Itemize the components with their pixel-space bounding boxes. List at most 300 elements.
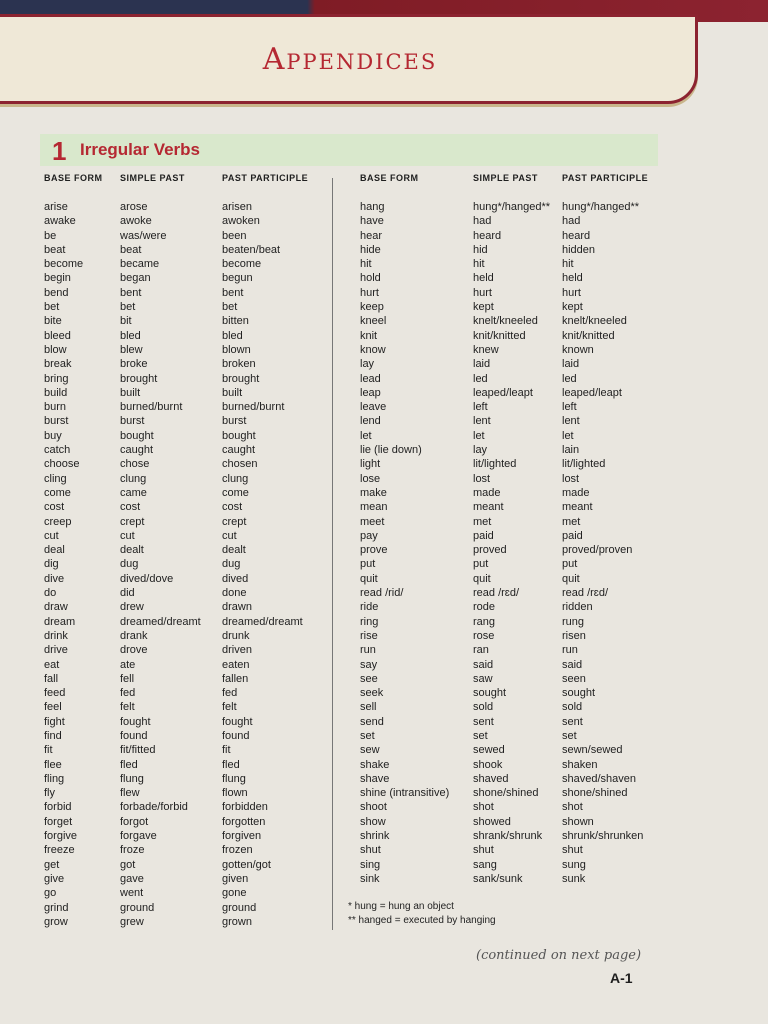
table-cell: begun bbox=[222, 272, 253, 285]
table-cell: broke bbox=[120, 358, 148, 371]
table-cell: burst bbox=[222, 415, 247, 428]
table-cell: shut bbox=[473, 844, 494, 857]
table-cell: build bbox=[44, 386, 68, 399]
column-header: SIMPLE PAST bbox=[473, 173, 538, 183]
table-cell: lead bbox=[360, 372, 381, 385]
table-cell: bit bbox=[120, 315, 132, 328]
table-cell: feed bbox=[44, 687, 66, 700]
table-cell: run bbox=[562, 644, 578, 657]
table-cell: come bbox=[222, 486, 249, 499]
table-cell: shone/shined bbox=[562, 787, 628, 800]
table-cell: gone bbox=[222, 887, 247, 900]
table-cell: dreamed/dreamt bbox=[222, 615, 303, 628]
table-cell: cost bbox=[120, 501, 141, 514]
table-cell: meant bbox=[562, 501, 593, 514]
table-cell: see bbox=[360, 672, 378, 685]
table-cell: ring bbox=[360, 615, 379, 628]
table-cell: fallen bbox=[222, 672, 249, 685]
table-cell: clung bbox=[120, 472, 147, 485]
table-cell: let bbox=[562, 429, 574, 442]
table-cell: run bbox=[360, 644, 376, 657]
table-cell: begin bbox=[44, 272, 71, 285]
table-cell: left bbox=[473, 401, 488, 414]
table-cell: driven bbox=[222, 644, 252, 657]
table-cell: dug bbox=[120, 558, 139, 571]
table-cell: send bbox=[360, 715, 384, 728]
table-cell: laid bbox=[473, 358, 491, 371]
table-cell: done bbox=[222, 587, 247, 600]
table-cell: beaten/beat bbox=[222, 243, 281, 256]
table-cell: fight bbox=[44, 715, 65, 728]
table-cell: clung bbox=[222, 472, 249, 485]
table-cell: met bbox=[473, 515, 492, 528]
table-cell: grow bbox=[44, 915, 68, 928]
table-cell: dream bbox=[44, 615, 76, 628]
table-cell: freeze bbox=[44, 844, 75, 857]
table-cell: knit bbox=[360, 329, 378, 342]
table-cell: put bbox=[562, 558, 578, 571]
table-cell: fought bbox=[222, 715, 253, 728]
table-cell: rode bbox=[473, 601, 496, 614]
table-cell: keep bbox=[360, 301, 384, 314]
table-cell: led bbox=[562, 372, 577, 385]
table-cell: risen bbox=[562, 629, 586, 642]
table-cell: lay bbox=[360, 358, 375, 371]
table-cell: saw bbox=[473, 672, 493, 685]
table-cell: forbid bbox=[44, 801, 72, 814]
table-cell: fled bbox=[120, 758, 138, 771]
table-cell: hurt bbox=[473, 286, 492, 299]
page-title: Appendices bbox=[262, 42, 438, 77]
column-divider bbox=[332, 178, 333, 930]
table-cell: found bbox=[222, 729, 250, 742]
table-cell: feel bbox=[44, 701, 62, 714]
table-cell: drink bbox=[44, 629, 68, 642]
footnote-hanged: ** hanged = executed by hanging bbox=[348, 915, 496, 926]
table-cell: become bbox=[222, 258, 262, 271]
table-cell: led bbox=[473, 372, 488, 385]
table-cell: set bbox=[360, 729, 375, 742]
table-cell: dreamed/dreamt bbox=[120, 615, 201, 628]
table-cell: arose bbox=[120, 201, 148, 213]
table-cell: rose bbox=[473, 629, 495, 642]
table-cell: ground bbox=[120, 901, 155, 914]
table-cell: ridden bbox=[562, 601, 593, 614]
table-cell: held bbox=[562, 272, 583, 285]
table-cell: deal bbox=[44, 544, 65, 557]
table-cell: forgave bbox=[120, 830, 157, 843]
table-cell: flung bbox=[120, 772, 144, 785]
table-cell: sell bbox=[360, 701, 377, 714]
table-cell: known bbox=[562, 343, 594, 356]
table-cell: awoken bbox=[222, 215, 260, 228]
table-cell: fled bbox=[222, 758, 240, 771]
table-cell: fed bbox=[120, 687, 136, 700]
table-cell: had bbox=[562, 215, 581, 228]
table-cell: fit bbox=[44, 744, 53, 757]
table-cell: sink bbox=[360, 872, 380, 885]
table-cell: become bbox=[44, 258, 84, 271]
table-cell: have bbox=[360, 215, 384, 228]
table-cell: sew bbox=[360, 744, 380, 757]
table-cell: said bbox=[562, 658, 583, 671]
table-cell: fall bbox=[44, 672, 59, 685]
table-cell: awoke bbox=[120, 215, 152, 228]
table-cell: went bbox=[120, 887, 144, 900]
table-cell: chose bbox=[120, 458, 150, 471]
table-cell: ate bbox=[120, 658, 136, 671]
table-cell: sent bbox=[473, 715, 494, 728]
table-cell: bet bbox=[120, 301, 136, 314]
table-cell: pay bbox=[360, 529, 378, 542]
table-cell: became bbox=[120, 258, 160, 271]
table-cell: shone/shined bbox=[473, 787, 539, 800]
table-cell: hold bbox=[360, 272, 381, 285]
table-cell: shook bbox=[473, 758, 503, 771]
table-cell: lost bbox=[562, 472, 580, 485]
table-cell: know bbox=[360, 343, 386, 356]
table-cell: show bbox=[360, 815, 386, 828]
table-cell: ground bbox=[222, 901, 257, 914]
table-cell: lit/lighted bbox=[562, 458, 606, 471]
table-cell: let bbox=[473, 429, 485, 442]
table-cell: put bbox=[360, 558, 376, 571]
table-cell: built bbox=[120, 386, 141, 399]
column-header: BASE FORM bbox=[360, 173, 419, 183]
table-cell: blown bbox=[222, 343, 251, 356]
table-cell: hit bbox=[473, 258, 485, 271]
table-cell: drank bbox=[120, 629, 148, 642]
table-cell: grown bbox=[222, 915, 252, 928]
table-cell: given bbox=[222, 872, 249, 885]
table-cell: light bbox=[360, 458, 381, 471]
table-cell: grew bbox=[120, 915, 144, 928]
table-cell: cut bbox=[222, 529, 237, 542]
table-cell: shrunk/shrunken bbox=[562, 830, 644, 843]
table-cell: made bbox=[562, 486, 590, 499]
table-cell: rang bbox=[473, 615, 496, 628]
table-cell: forbidden bbox=[222, 801, 268, 814]
table-cell: gave bbox=[120, 872, 144, 885]
table-cell: hang bbox=[360, 201, 385, 213]
table-cell: ride bbox=[360, 601, 379, 614]
table-cell: hid bbox=[473, 243, 488, 256]
table-cell: hit bbox=[562, 258, 574, 271]
table-cell: cut bbox=[120, 529, 135, 542]
table-cell: bought bbox=[120, 429, 154, 442]
table-cell: rise bbox=[360, 629, 378, 642]
table-cell: shave bbox=[360, 772, 390, 785]
table-cell: knelt/kneeled bbox=[473, 315, 538, 328]
table-cell: shake bbox=[360, 758, 390, 771]
table-cell: quit bbox=[360, 572, 378, 585]
table-cell: flung bbox=[222, 772, 246, 785]
table-cell: bet bbox=[44, 301, 60, 314]
table-cell: dived/dove bbox=[120, 572, 174, 585]
table-cell: bought bbox=[222, 429, 256, 442]
table-cell: bled bbox=[120, 329, 141, 342]
table-cell: fought bbox=[120, 715, 151, 728]
table-cell: brought bbox=[222, 372, 260, 385]
table-cell: bite bbox=[44, 315, 62, 328]
table-cell: burst bbox=[120, 415, 145, 428]
table-cell: quit bbox=[473, 572, 491, 585]
table-cell: leap bbox=[360, 386, 381, 399]
table-cell: found bbox=[120, 729, 148, 742]
table-cell: set bbox=[562, 729, 577, 742]
table-cell: cost bbox=[44, 501, 65, 514]
table-cell: heard bbox=[473, 229, 502, 242]
table-cell: bled bbox=[222, 329, 243, 342]
table-cell: shut bbox=[562, 844, 583, 857]
table-cell: felt bbox=[120, 701, 135, 714]
table-cell: sold bbox=[562, 701, 583, 714]
table-cell: arise bbox=[44, 201, 68, 213]
table-cell: drove bbox=[120, 644, 148, 657]
table-cell: sing bbox=[360, 858, 381, 871]
table-cell: ran bbox=[473, 644, 489, 657]
column-header: PAST PARTICIPLE bbox=[562, 173, 649, 183]
table-cell: frozen bbox=[222, 844, 253, 857]
table-cell: forbade/forbid bbox=[120, 801, 188, 814]
table-cell: knew bbox=[473, 343, 499, 356]
table-cell: laid bbox=[562, 358, 580, 371]
table-cell: broken bbox=[222, 358, 256, 371]
table-cell: lit/lighted bbox=[473, 458, 517, 471]
table-cell: sewn/sewed bbox=[562, 744, 623, 757]
table-cell: crept bbox=[120, 515, 145, 528]
table-cell: paid bbox=[473, 529, 494, 542]
table-cell: dealt bbox=[120, 544, 144, 557]
table-cell: dived bbox=[222, 572, 249, 585]
table-cell: hung*/hanged** bbox=[473, 201, 551, 213]
column-header: BASE FORM bbox=[44, 173, 103, 183]
table-cell: fell bbox=[120, 672, 135, 685]
table-cell: seen bbox=[562, 672, 586, 685]
table-cell: grind bbox=[44, 901, 69, 914]
table-cell: kept bbox=[473, 301, 494, 314]
right-past-participle-column bbox=[562, 172, 648, 886]
table-cell: hear bbox=[360, 229, 383, 242]
table-cell: leaped/leapt bbox=[473, 386, 533, 399]
table-cell: get bbox=[44, 858, 60, 871]
table-cell: read /rid/ bbox=[360, 587, 404, 600]
table-cell: shot bbox=[473, 801, 494, 814]
table-cell: forgive bbox=[44, 830, 78, 843]
table-cell: drive bbox=[44, 644, 68, 657]
table-cell: was/were bbox=[120, 229, 167, 242]
table-cell: caught bbox=[222, 444, 256, 457]
table-cell: beat bbox=[120, 243, 142, 256]
table-cell: bring bbox=[44, 372, 69, 385]
table-cell: proved bbox=[473, 544, 507, 557]
table-cell: burn bbox=[44, 401, 67, 414]
table-cell: come bbox=[44, 486, 71, 499]
table-cell: let bbox=[360, 429, 372, 442]
left-base-form-column bbox=[44, 172, 103, 929]
table-cell: hide bbox=[360, 243, 381, 256]
table-cell: bent bbox=[222, 286, 244, 299]
table-cell: sang bbox=[473, 858, 497, 871]
table-cell: made bbox=[473, 486, 501, 499]
table-cell: dive bbox=[44, 572, 65, 585]
table-cell: kept bbox=[562, 301, 583, 314]
table-cell: caught bbox=[120, 444, 154, 457]
table-cell: shrink bbox=[360, 830, 390, 843]
table-cell: buy bbox=[44, 429, 62, 442]
table-cell: began bbox=[120, 272, 151, 285]
table-cell: dealt bbox=[222, 544, 246, 557]
table-cell: shrank/shrunk bbox=[473, 830, 543, 843]
table-cell: fly bbox=[44, 787, 55, 800]
table-cell: sunk bbox=[562, 872, 586, 885]
table-cell: forget bbox=[44, 815, 73, 828]
table-cell: chosen bbox=[222, 458, 258, 471]
table-cell: did bbox=[120, 587, 135, 600]
table-cell: forgiven bbox=[222, 830, 262, 843]
table-cell: cut bbox=[44, 529, 59, 542]
table-cell: lent bbox=[473, 415, 491, 428]
table-cell: lain bbox=[562, 444, 580, 457]
table-cell: drawn bbox=[222, 601, 252, 614]
table-cell: beat bbox=[44, 243, 66, 256]
table-cell: leaped/leapt bbox=[562, 386, 622, 399]
table-cell: lay bbox=[473, 444, 488, 457]
table-cell: hurt bbox=[360, 286, 379, 299]
table-cell: do bbox=[44, 587, 57, 600]
section-title: Irregular Verbs bbox=[80, 140, 201, 159]
table-cell: lost bbox=[473, 472, 491, 485]
table-cell: give bbox=[44, 872, 65, 885]
table-cell: sent bbox=[562, 715, 583, 728]
table-cell: knit/knitted bbox=[562, 329, 615, 342]
table-cell: gotten/got bbox=[222, 858, 271, 871]
table-cell: lend bbox=[360, 415, 381, 428]
table-cell: quit bbox=[562, 572, 580, 585]
table-cell: brought bbox=[120, 372, 158, 385]
section-number: 1 bbox=[52, 136, 67, 166]
table-cell: creep bbox=[44, 515, 72, 528]
table-cell: crept bbox=[222, 515, 247, 528]
table-cell: bitten bbox=[222, 315, 249, 328]
table-cell: bent bbox=[120, 286, 142, 299]
table-cell: read /rɛd/ bbox=[473, 587, 520, 600]
table-cell: prove bbox=[360, 544, 388, 557]
table-cell: dug bbox=[222, 558, 241, 571]
table-cell: came bbox=[120, 486, 147, 499]
table-cell: put bbox=[473, 558, 489, 571]
table-cell: eat bbox=[44, 658, 60, 671]
table-cell: meant bbox=[473, 501, 504, 514]
column-header: SIMPLE PAST bbox=[120, 173, 185, 183]
table-cell: flown bbox=[222, 787, 248, 800]
table-cell: make bbox=[360, 486, 387, 499]
table-cell: cling bbox=[44, 472, 67, 485]
table-cell: shaken bbox=[562, 758, 598, 771]
table-cell: forgot bbox=[120, 815, 149, 828]
table-cell: shot bbox=[562, 801, 583, 814]
footnotes bbox=[348, 900, 496, 928]
table-cell: built bbox=[222, 386, 243, 399]
table-cell: eaten bbox=[222, 658, 250, 671]
table-cell: shoot bbox=[360, 801, 387, 814]
table-cell: bleed bbox=[44, 329, 71, 342]
table-cell: sought bbox=[562, 687, 596, 700]
table-cell: say bbox=[360, 658, 378, 671]
table-cell: hung*/hanged** bbox=[562, 201, 640, 213]
table-cell: awake bbox=[44, 215, 76, 228]
table-cell: met bbox=[562, 515, 581, 528]
table-cell: been bbox=[222, 229, 247, 242]
table-cell: dig bbox=[44, 558, 59, 571]
table-cell: shut bbox=[360, 844, 381, 857]
table-cell: got bbox=[120, 858, 136, 871]
table-cell: leave bbox=[360, 401, 387, 414]
table-cell: read /rɛd/ bbox=[562, 587, 609, 600]
table-cell: shown bbox=[562, 815, 594, 828]
table-cell: showed bbox=[473, 815, 511, 828]
page-number: A-1 bbox=[610, 970, 633, 986]
table-cell: set bbox=[473, 729, 488, 742]
table-cell: seek bbox=[360, 687, 384, 700]
right-base-form-column bbox=[360, 172, 449, 886]
table-cell: bet bbox=[222, 301, 238, 314]
table-cell: lose bbox=[360, 472, 381, 485]
table-cell: draw bbox=[44, 601, 68, 614]
table-cell: burned/burnt bbox=[222, 401, 285, 414]
table-cell: knelt/kneeled bbox=[562, 315, 627, 328]
table-cell: drew bbox=[120, 601, 144, 614]
table-cell: go bbox=[44, 887, 57, 900]
table-cell: kneel bbox=[360, 315, 387, 328]
table-cell: hidden bbox=[562, 243, 596, 256]
table-cell: felt bbox=[222, 701, 237, 714]
table-cell: bend bbox=[44, 286, 69, 299]
table-cell: blow bbox=[44, 343, 67, 356]
table-cell: sewed bbox=[473, 744, 505, 757]
table-cell: choose bbox=[44, 458, 80, 471]
table-cell: said bbox=[473, 658, 494, 671]
table-cell: fed bbox=[222, 687, 238, 700]
left-simple-past-column bbox=[120, 172, 201, 929]
table-cell: sold bbox=[473, 701, 494, 714]
continued-note: (continued on next page) bbox=[476, 948, 642, 963]
table-cell: cost bbox=[222, 501, 243, 514]
table-cell: had bbox=[473, 215, 492, 228]
table-cell: fling bbox=[44, 772, 65, 785]
table-cell: be bbox=[44, 229, 57, 242]
table-cell: forgotten bbox=[222, 815, 266, 828]
table-cell: flee bbox=[44, 758, 62, 771]
table-cell: proved/proven bbox=[562, 544, 633, 557]
table-cell: burned/burnt bbox=[120, 401, 183, 414]
column-header: PAST PARTICIPLE bbox=[222, 173, 309, 183]
table-cell: find bbox=[44, 729, 62, 742]
table-cell: blew bbox=[120, 343, 143, 356]
table-cell: paid bbox=[562, 529, 583, 542]
table-cell: flew bbox=[120, 787, 140, 800]
table-cell: burst bbox=[44, 415, 69, 428]
table-cell: held bbox=[473, 272, 494, 285]
right-simple-past-column bbox=[473, 172, 550, 886]
table-cell: drunk bbox=[222, 629, 250, 642]
table-cell: lie (lie down) bbox=[360, 444, 422, 457]
table-cell: sank/sunk bbox=[473, 872, 523, 885]
footnote-hung: * hung = hung an object bbox=[348, 901, 454, 912]
table-cell: catch bbox=[44, 444, 71, 457]
left-past-participle-column bbox=[222, 172, 308, 929]
table-cell: meet bbox=[360, 515, 385, 528]
